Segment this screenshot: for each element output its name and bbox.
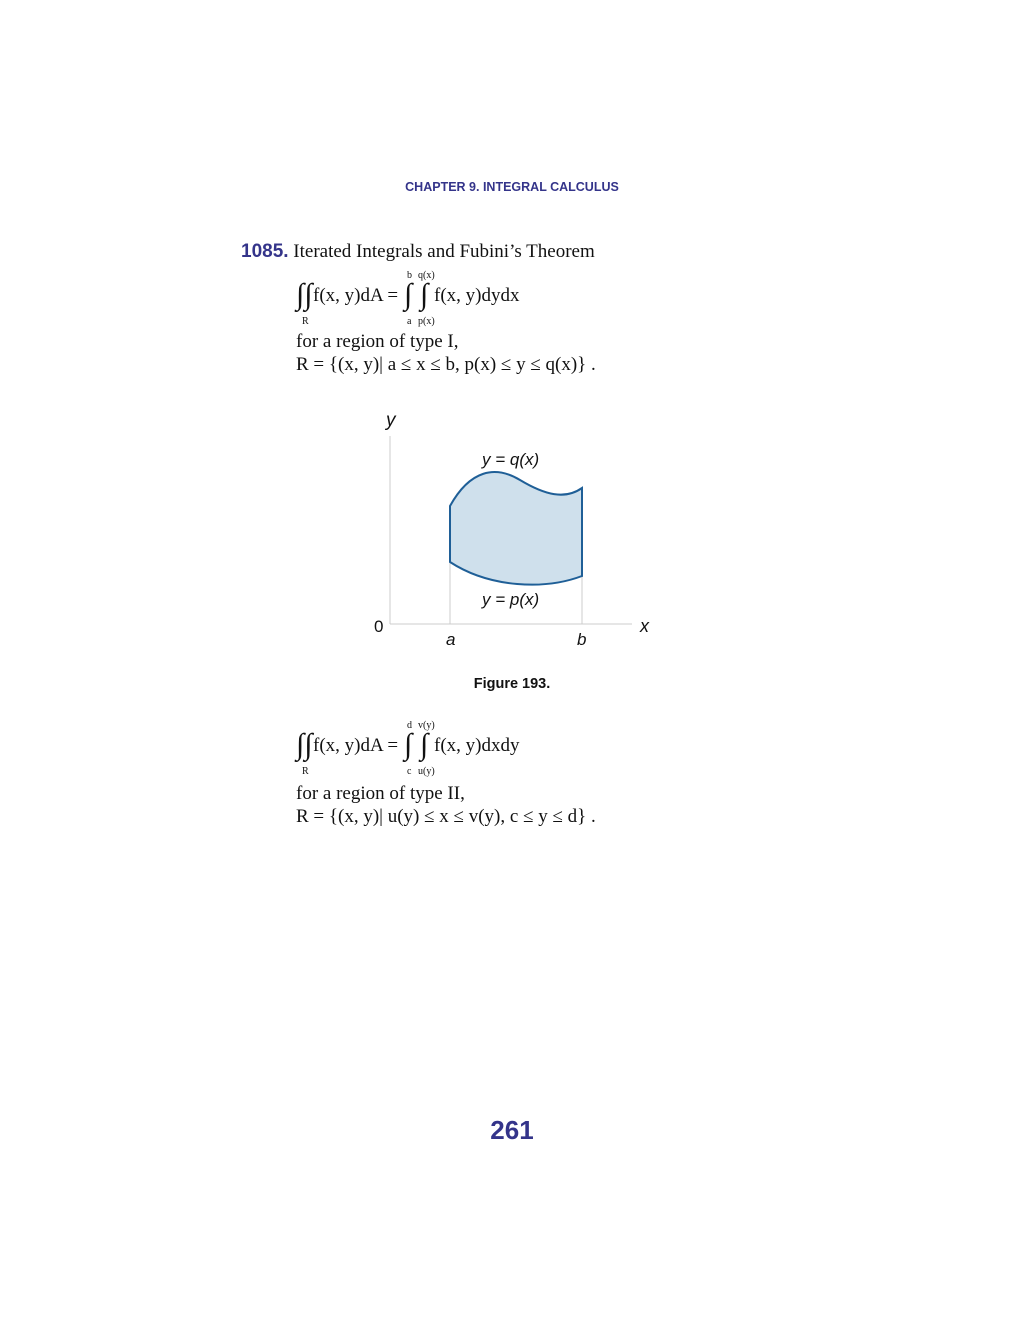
rhs-integrand: f(x, y)dxdy — [434, 735, 520, 756]
inner-lower-limit: u(y) — [418, 766, 435, 777]
type1-region-definition: R = {(x, y)| a ≤ x ≤ b, p(x) ≤ y ≤ q(x)} . — [296, 354, 596, 375]
type2-region-definition: R = {(x, y)| u(y) ≤ x ≤ v(y), c ≤ y ≤ d} . — [296, 806, 596, 827]
x-axis-label: x — [640, 616, 649, 636]
double-integral-symbol: ∫∫ — [296, 728, 313, 761]
inner-upper-limit: v(y) — [418, 720, 435, 731]
inner-integral-symbol: ∫ — [420, 728, 429, 761]
type2-description: for a region of type II, — [296, 783, 465, 804]
type1-description: for a region of type I, — [296, 331, 459, 352]
shaded-region — [450, 472, 582, 585]
outer-lower-limit: c — [407, 766, 412, 777]
region-label: R — [302, 316, 309, 327]
outer-integral-symbol: ∫ — [404, 728, 413, 761]
a-label: a — [446, 630, 456, 649]
b-label: b — [577, 630, 587, 649]
region-label: R — [302, 766, 309, 777]
lhs-integrand: f(x, y)dA = — [313, 285, 399, 306]
outer-upper-limit: b — [407, 270, 412, 281]
region-figure — [360, 400, 670, 660]
y-axis-label: y — [386, 410, 396, 431]
lower-curve-label: y = p(x) — [482, 590, 540, 609]
outer-lower-limit: a — [407, 316, 412, 327]
lhs-integrand: f(x, y)dA = — [313, 735, 399, 756]
rhs-integrand: f(x, y)dydx — [434, 285, 520, 306]
double-integral-symbol: ∫∫ — [296, 278, 313, 311]
inner-integral-symbol: ∫ — [420, 278, 429, 311]
inner-lower-limit: p(x) — [418, 316, 435, 327]
chapter-header: CHAPTER 9. INTEGRAL CALCULUS — [405, 180, 619, 194]
formula-type1 — [296, 270, 596, 332]
origin-label: 0 — [374, 617, 384, 636]
upper-curve-label: y = q(x) — [482, 450, 540, 469]
outer-upper-limit: d — [407, 720, 412, 731]
outer-integral-symbol: ∫ — [404, 278, 413, 311]
entry-title: Iterated Integrals and Fubini’s Theorem — [293, 241, 595, 262]
entry-number: 1085. — [241, 241, 289, 262]
inner-upper-limit: q(x) — [418, 270, 435, 281]
page-number: 261 — [490, 1115, 534, 1145]
figure-caption: Figure 193. — [473, 676, 551, 692]
entry-heading — [241, 241, 595, 263]
formula-type2 — [296, 720, 596, 782]
